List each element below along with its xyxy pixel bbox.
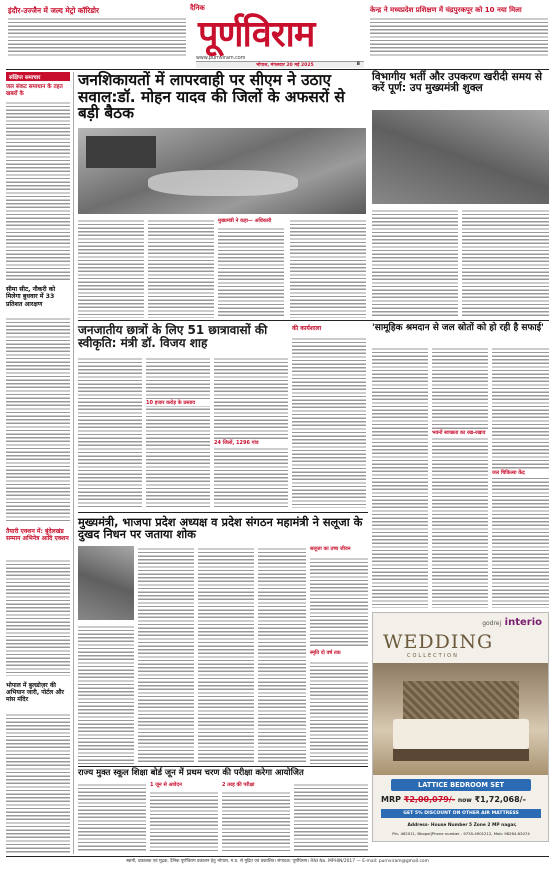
bed-mattress bbox=[393, 719, 529, 749]
story4-body-6 bbox=[310, 660, 368, 764]
footer-imprint: स्वामी, प्रकाशक एवं मुद्रक, दैनिक पूर्णविराम प्रकाशन हेतु भोपाल, म.प्र. से मुद्रित एवं प्रकाशित। संपादक: पूर्णविराम। RNI No. MPHIN/2017 — E-mail: purnviram@gmail.com bbox=[126, 859, 429, 864]
masthead bbox=[0, 0, 555, 64]
story3-headline: 'सामूहिक श्रमदान से जल स्रोतों को हो रही है सफाई' bbox=[372, 323, 544, 333]
ad-collection: COLLECTION bbox=[407, 653, 459, 659]
ad-price-row bbox=[381, 795, 545, 804]
ad-now-label: now bbox=[457, 797, 472, 804]
ad-brand bbox=[482, 617, 542, 628]
story2-subhead-1: 10 हजार करोड़ के प्रस्ताव bbox=[146, 400, 210, 406]
right-lead-body-2 bbox=[462, 208, 549, 318]
left-item-body-4 bbox=[6, 712, 70, 854]
edition-date: भोपाल, मंगलवार 20 मई 2025 bbox=[256, 63, 314, 68]
top-right-headline: केन्द्र ने मध्यप्रदेश प्रशिक्षण में चंद्रपुरकपूर को 10 नया मिला bbox=[370, 6, 522, 14]
ad-wedding: WEDDING bbox=[383, 631, 494, 653]
masthead-prefix: दैनिक bbox=[190, 4, 205, 12]
left-item-body-3 bbox=[6, 558, 70, 676]
story4-body-3 bbox=[198, 546, 254, 764]
lead-body-col-1 bbox=[78, 218, 144, 318]
story3-body-2 bbox=[432, 346, 488, 608]
ad-new-price: ₹1,72,068/- bbox=[474, 795, 526, 804]
bed-headboard bbox=[403, 681, 519, 719]
ad-brand-prefix: godrej bbox=[482, 620, 502, 627]
bed-base bbox=[393, 749, 529, 761]
masthead-rule bbox=[6, 69, 549, 70]
mid-body bbox=[292, 336, 366, 508]
story5-subhead-2: 2 तरह की परीक्षा bbox=[222, 782, 255, 788]
meeting-table-graphic bbox=[148, 170, 298, 196]
story2-headline: जनजातीय छात्रों के लिए 51 छात्रावासों की स्वीकृति: मंत्री डॉ. विजय शाह bbox=[78, 323, 268, 350]
ad-product-banner: LATTICE BEDROOM SET bbox=[391, 779, 531, 791]
top-right-brief bbox=[370, 16, 548, 56]
ad-bed-image bbox=[373, 663, 549, 775]
left-item-headline-3: तैयारी एक्शन में: बुंदेलखंड सम्मान अभिनेत्र आदि एक्शन bbox=[6, 528, 69, 543]
screen-graphic bbox=[86, 136, 156, 168]
section-rule-1 bbox=[78, 320, 549, 321]
ad-brand-name: interio bbox=[504, 617, 542, 628]
story2-subhead-2: 24 जिलों, 1296 गांव bbox=[214, 440, 288, 446]
ad-mrp-label: MRP bbox=[381, 795, 401, 804]
left-item-headline-4: भोपाल में बुलडोज़र की अभियान जारी, पोर्टल और मांस मंदिर bbox=[6, 682, 64, 704]
story5-body-2 bbox=[150, 790, 218, 852]
lead-photo bbox=[78, 128, 366, 214]
story2-body-3 bbox=[214, 356, 288, 508]
right-lead-body-1 bbox=[372, 208, 458, 318]
story5-headline: राज्य मुक्त स्कूल शिक्षा बोर्ड जून में प्रथम चरण की परीक्षा करेगा आयोजित bbox=[78, 767, 304, 777]
story2-body-1 bbox=[78, 356, 142, 508]
section-rule-2 bbox=[78, 512, 368, 513]
mid-headline: की कार्यशाला bbox=[292, 325, 322, 332]
advertisement[interactable] bbox=[372, 612, 549, 842]
masthead-website: www.purnviram.com bbox=[196, 56, 246, 61]
story4-body-2 bbox=[138, 546, 194, 764]
right-lead-photo bbox=[372, 110, 549, 204]
story3-body-1 bbox=[372, 346, 428, 608]
ad-contact: Pin- 462011, Bhopal|Phone number - 9755-4901212, Mob: 98264-62074 bbox=[392, 831, 530, 836]
story4-photo bbox=[78, 546, 134, 620]
story5-body-1 bbox=[78, 782, 146, 852]
left-column bbox=[6, 72, 70, 854]
story4-subhead-2: स्मृति दो वर्ष तक bbox=[310, 650, 341, 656]
story3-body-3 bbox=[492, 346, 549, 608]
story4-body-4 bbox=[258, 546, 306, 764]
left-item-headline-1: जल संकट समाधान के तहत खबरों के bbox=[6, 84, 63, 97]
left-item-headline-2: सीमा सीट, नौकरी को मिलेगा बुधवार में 33 प्रतिशत आरक्षण bbox=[6, 286, 56, 308]
section-tag: संक्षिप्त समाचार bbox=[6, 72, 70, 81]
lead-body-col-4 bbox=[290, 218, 366, 318]
right-lead-headline: विभागीय भर्ती और उपकरण खरीदी समय से करें पूर्ण: उप मुख्यमंत्री शुक्ल bbox=[372, 71, 543, 95]
story4-subhead-1: सलूजा का उच्च जीवन bbox=[310, 546, 351, 552]
lead-headline: जनशिकायतों में लापरवाही पर सीएम ने उठाए सवाल:डॉ. मोहन यादव की जिलों के अफसरों से बड़ी बैठक bbox=[78, 71, 345, 123]
story5-subhead-1: 1 जून से आवेदन bbox=[150, 782, 182, 788]
edition-bar bbox=[196, 61, 364, 68]
ad-offer: GET 5% DISCOUNT ON OTHER AIR MATTRESS bbox=[381, 809, 541, 818]
lead-subhead-1: मुख्यमंत्री ने कहा— अधिकारी bbox=[218, 218, 272, 224]
page-number: 8 bbox=[356, 62, 360, 67]
story3-subhead-1: भवनों स्वच्छता का रख-रखाव bbox=[432, 430, 488, 436]
left-item-body-2 bbox=[6, 316, 70, 522]
story4-body-5 bbox=[310, 556, 368, 646]
ad-old-price: ₹2,00,079/- bbox=[403, 795, 456, 804]
story4-body-1 bbox=[78, 624, 134, 764]
left-item-body-1 bbox=[6, 100, 70, 282]
story2-body-2 bbox=[146, 356, 210, 508]
ad-address: Address- House Number 5 Zone 2 MP nagar, bbox=[407, 823, 517, 828]
top-left-headline: इंदौर-उज्जैन में जल्द मेट्रो कॉरिडोर bbox=[8, 6, 100, 15]
top-left-brief bbox=[8, 16, 186, 56]
story5-body-4 bbox=[294, 782, 368, 852]
story5-body-3 bbox=[222, 790, 290, 852]
masthead-title: पूर्णविराम bbox=[198, 14, 315, 55]
story4-headline: मुख्यमंत्री, भाजपा प्रदेश अध्यक्ष व प्रदेश संगठन महामंत्री ने सलूजा के दुखद निधन पर जताया शोक bbox=[78, 515, 363, 542]
story3-subhead-2: जल चिकित्सा केंद्र bbox=[492, 470, 549, 476]
lead-body-col-3 bbox=[218, 226, 284, 318]
footer-rule bbox=[6, 856, 549, 857]
left-column-divider bbox=[73, 72, 74, 854]
lead-body-col-2 bbox=[148, 218, 214, 318]
